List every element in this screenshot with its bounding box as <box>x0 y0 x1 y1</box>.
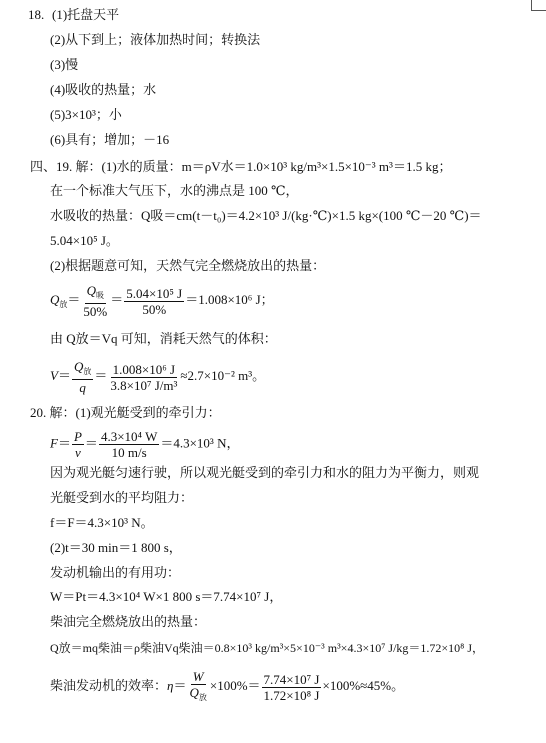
q18-part2: (2)从下到上；液体加热时间；转换法 <box>50 32 261 47</box>
q20-efficiency-intro: 柴油发动机的效率： <box>50 677 168 693</box>
q19-heading-text: 四、19. 解：(1)水的质量： <box>30 159 182 174</box>
q19-heading <box>30 159 451 175</box>
q19-heat-value-fraction: $\frac{\text{5.04×10⁵ J}}{50\%}$ <box>126 285 183 317</box>
q20-work-equation: W＝Pt＝4.3×10⁴ W×1 800 s＝7.74×10⁷ J， <box>50 589 283 604</box>
q18-part4: (4)吸收的热量；水 <box>50 82 157 97</box>
q19-part2-intro: (2)根据题意可知，天然气完全燃烧放出的热量： <box>50 258 326 273</box>
q19-volume-intro: 由 Q放＝Vq 可知，消耗天然气的体积： <box>50 331 277 346</box>
page-corner-mark <box>531 0 546 11</box>
q19-volume-result: ≈2.7×10⁻² m³。 <box>180 367 266 383</box>
q19-volume-value-fraction: $\frac{\text{1.008×10⁶ J}}{\text{3.8×10⁷ J/m³}}$ <box>110 361 178 393</box>
q20-force-ratio-fraction: $\frac{P}{v}$ <box>73 429 82 460</box>
q19-heat-result: 5.04×10⁵ J。 <box>50 233 119 248</box>
q19-volume-ratio-fraction: $\frac{Q_放}{q}$ <box>73 359 92 395</box>
q20-diesel-intro: 柴油完全燃烧放出的热量： <box>50 614 207 629</box>
q20-force-equation: F＝ $\frac{P}{v}$ ＝ $\frac{\text{4.3×10⁴ W}}{10 m/s}$ ＝4.3×10³ N， <box>50 429 240 460</box>
q20-force-value-fraction: $\frac{\text{4.3×10⁴ W}}{10 m/s}$ <box>100 429 158 460</box>
q19-heat-released-equation: $Q_放=$ $\frac{Q_吸}{50\%}$ ＝ $\frac{\text{5.04×10⁵ J}}{50\%}$ ＝1.008×10⁶ J； <box>50 283 274 319</box>
q19-heat-ratio-fraction: $\frac{Q_吸}{50\%}$ <box>83 283 108 319</box>
q19-boiling-point: 在一个标准大气压下，水的沸点是 100 ℃， <box>50 183 299 198</box>
q20-efficiency-value-fraction: $\frac{\text{7.74×10⁷ J}}{\text{1.72×10⁸ J}}$ <box>263 671 320 703</box>
q18-number: 18. <box>28 7 45 22</box>
q20-work-intro: 发动机输出的有用功： <box>50 565 181 580</box>
q20-efficiency-equation: 柴油发动机的效率：η＝ $\frac{W}{Q_放}$ ×100%＝ $\frac{\text{7.74×10⁷ J}}{\text{1.72×10⁸ J}}$ ×100%≈45%。 <box>50 669 404 705</box>
q18-part6: (6)具有；增加；－16 <box>50 132 170 147</box>
q18-part5: (5)3×10³；小 <box>50 107 122 122</box>
q20-reason-line2: 光艇受到水的平均阻力： <box>50 490 194 505</box>
q20-diesel-heat-equation: Q放＝mq柴油＝ρ柴油Vq柴油＝0.8×10³ kg/m³×5×10⁻³ m³×4.3×10⁷ J/kg＝1.72×10⁸ J， <box>50 641 485 655</box>
q18-part1: (1)托盘天平 <box>52 7 120 22</box>
q19-heat-absorbed: 水吸收的热量：Q吸＝cm(t－t₀)＝4.2×10³ J/(kg·℃)×1.5 kg×(100 ℃－20 ℃)＝ <box>50 208 482 223</box>
q19-volume-equation: V＝ $\frac{Q_放}{q}$ ＝ $\frac{\text{1.008×10⁶ J}}{\text{3.8×10⁷ J/m³}}$ ≈2.7×10⁻² m³。 <box>50 359 266 395</box>
q20-heading: 20. 解：(1)观光艇受到的牵引力： <box>30 405 221 420</box>
q20-efficiency-ratio-fraction: $\frac{W}{Q_放}$ <box>189 669 207 702</box>
q19-heat-released-result: ＝1.008×10⁶ J； <box>185 291 274 307</box>
q20-friction-equation: f＝F＝4.3×10³ N。 <box>50 515 154 530</box>
q20-reason-line1: 因为观光艇匀速行驶，所以观光艇受到的牵引力和水的阻力为平衡力，则观 <box>50 465 480 480</box>
q20-efficiency-result: ×100%≈45%。 <box>322 677 405 693</box>
q18-part3: (3)慢 <box>50 57 79 72</box>
q20-time-equation: (2)t＝30 min＝1 800 s， <box>50 540 182 555</box>
q20-force-result: ＝4.3×10³ N， <box>160 435 240 451</box>
q19-mass-equation: m＝ρV水＝1.0×10³ kg/m³×1.5×10⁻³ m³＝1.5 kg； <box>181 159 452 174</box>
